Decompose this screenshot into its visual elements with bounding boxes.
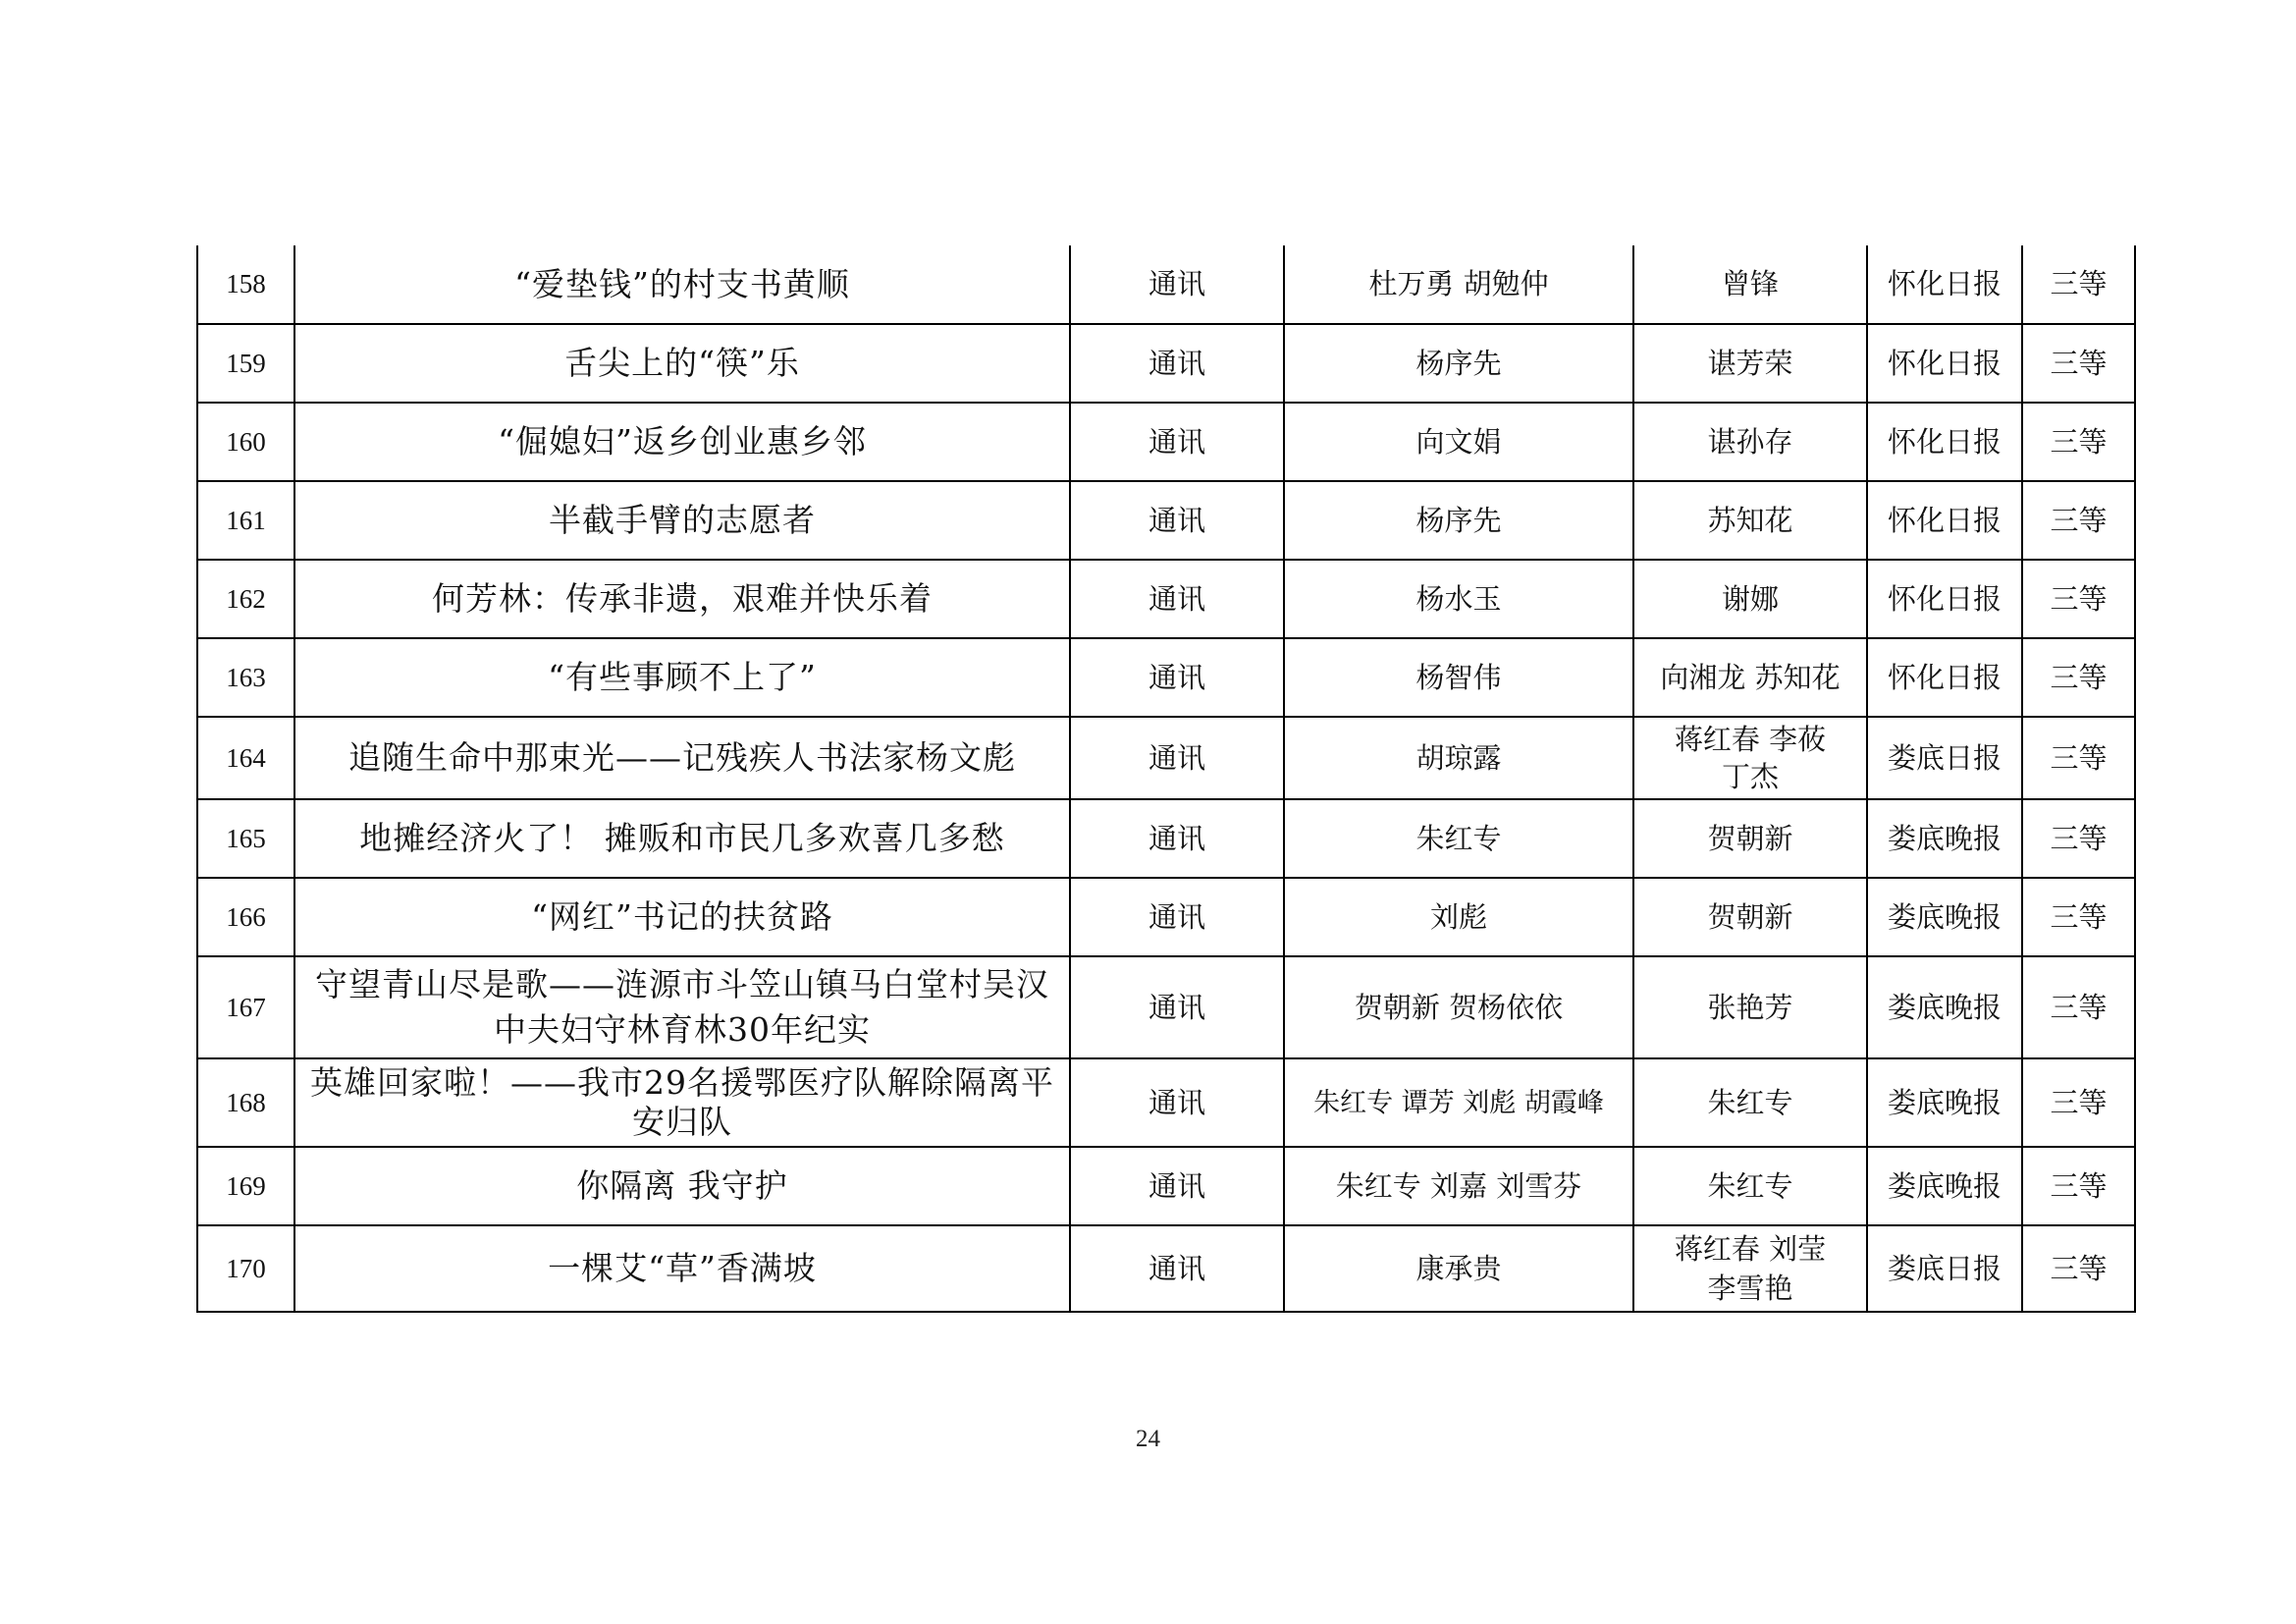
authors-cell: 康承贵 — [1284, 1225, 1633, 1312]
work-title: 半截手臂的志愿者 — [294, 481, 1070, 560]
publisher-cell: 娄底日报 — [1867, 717, 2022, 799]
publisher-cell: 娄底晚报 — [1867, 799, 2022, 878]
award-cell: 三等 — [2022, 1147, 2135, 1225]
editors-cell: 谢娜 — [1633, 560, 1867, 638]
award-cell: 三等 — [2022, 560, 2135, 638]
genre-cell: 通讯 — [1070, 1058, 1284, 1147]
publisher-cell: 怀化日报 — [1867, 403, 2022, 481]
table-row — [197, 403, 2135, 481]
table-row — [197, 481, 2135, 560]
work-title: 英雄回家啦！——我市29名援鄂医疗队解除隔离平安归队 — [294, 1058, 1070, 1147]
work-title: 守望青山尽是歌——涟源市斗笠山镇马白堂村吴汉中夫妇守林育林30年纪实 — [294, 956, 1070, 1058]
award-cell: 三等 — [2022, 245, 2135, 324]
publisher-cell: 娄底晚报 — [1867, 878, 2022, 956]
editors-cell: 朱红专 — [1633, 1147, 1867, 1225]
authors-cell: 刘彪 — [1284, 878, 1633, 956]
row-number: 161 — [197, 481, 294, 560]
authors-cell: 杨序先 — [1284, 324, 1633, 403]
award-cell: 三等 — [2022, 324, 2135, 403]
editors-cell: 谌孙存 — [1633, 403, 1867, 481]
page-number: 24 — [1136, 1426, 1160, 1452]
table-row — [197, 1225, 2135, 1312]
publisher-cell: 怀化日报 — [1867, 481, 2022, 560]
genre-cell: 通讯 — [1070, 799, 1284, 878]
editors-cell: 贺朝新 — [1633, 799, 1867, 878]
authors-cell: 胡琼露 — [1284, 717, 1633, 799]
publisher-cell: 娄底晚报 — [1867, 1147, 2022, 1225]
work-title: “爱垫钱”的村支书黄顺 — [294, 245, 1070, 324]
genre-cell: 通讯 — [1070, 560, 1284, 638]
table-row — [197, 1058, 2135, 1147]
editors-cell: 朱红专 — [1633, 1058, 1867, 1147]
row-number: 170 — [197, 1225, 294, 1312]
authors-cell: 杨序先 — [1284, 481, 1633, 560]
award-cell: 三等 — [2022, 956, 2135, 1058]
work-title: “倔媳妇”返乡创业惠乡邻 — [294, 403, 1070, 481]
work-title: 你隔离 我守护 — [294, 1147, 1070, 1225]
genre-cell: 通讯 — [1070, 1147, 1284, 1225]
row-number: 158 — [197, 245, 294, 324]
table-row — [197, 956, 2135, 1058]
authors-cell: 杨水玉 — [1284, 560, 1633, 638]
publisher-cell: 娄底晚报 — [1867, 1058, 2022, 1147]
work-title: 地摊经济火了！ 摊贩和市民几多欢喜几多愁 — [294, 799, 1070, 878]
award-cell: 三等 — [2022, 1058, 2135, 1147]
work-title: “有些事顾不上了” — [294, 638, 1070, 717]
genre-cell: 通讯 — [1070, 403, 1284, 481]
genre-cell: 通讯 — [1070, 878, 1284, 956]
work-title: 舌尖上的“筷”乐 — [294, 324, 1070, 403]
row-number: 166 — [197, 878, 294, 956]
award-cell: 三等 — [2022, 403, 2135, 481]
row-number: 169 — [197, 1147, 294, 1225]
table-row — [197, 878, 2135, 956]
award-cell: 三等 — [2022, 799, 2135, 878]
row-number: 168 — [197, 1058, 294, 1147]
editors-cell: 谌芳荣 — [1633, 324, 1867, 403]
table-row — [197, 245, 2135, 324]
row-number: 163 — [197, 638, 294, 717]
editors-cell: 蒋红春 刘莹 李雪艳 — [1633, 1225, 1867, 1312]
table-row — [197, 1147, 2135, 1225]
award-cell: 三等 — [2022, 481, 2135, 560]
editors-cell: 张艳芳 — [1633, 956, 1867, 1058]
row-number: 160 — [197, 403, 294, 481]
work-title: 何芳林：传承非遗，艰难并快乐着 — [294, 560, 1070, 638]
publisher-cell: 怀化日报 — [1867, 560, 2022, 638]
award-table — [196, 245, 2136, 1313]
table-row — [197, 560, 2135, 638]
publisher-cell: 娄底日报 — [1867, 1225, 2022, 1312]
genre-cell: 通讯 — [1070, 638, 1284, 717]
row-number: 162 — [197, 560, 294, 638]
genre-cell: 通讯 — [1070, 324, 1284, 403]
editors-cell: 曾锋 — [1633, 245, 1867, 324]
authors-cell: 杜万勇 胡勉仲 — [1284, 245, 1633, 324]
table-row — [197, 799, 2135, 878]
work-title: 一棵艾“草”香满坡 — [294, 1225, 1070, 1312]
authors-cell: 朱红专 刘嘉 刘雪芬 — [1284, 1147, 1633, 1225]
editors-cell: 向湘龙 苏知花 — [1633, 638, 1867, 717]
award-cell: 三等 — [2022, 1225, 2135, 1312]
publisher-cell: 怀化日报 — [1867, 245, 2022, 324]
authors-cell: 杨智伟 — [1284, 638, 1633, 717]
table-row — [197, 638, 2135, 717]
genre-cell: 通讯 — [1070, 481, 1284, 560]
authors-cell: 贺朝新 贺杨依依 — [1284, 956, 1633, 1058]
work-title: 追随生命中那束光——记残疾人书法家杨文彪 — [294, 717, 1070, 799]
editors-cell: 蒋红春 李莜 丁杰 — [1633, 717, 1867, 799]
row-number: 164 — [197, 717, 294, 799]
table-row — [197, 324, 2135, 403]
publisher-cell: 怀化日报 — [1867, 324, 2022, 403]
editors-cell: 苏知花 — [1633, 481, 1867, 560]
row-number: 165 — [197, 799, 294, 878]
editors-cell: 贺朝新 — [1633, 878, 1867, 956]
work-title: “网红”书记的扶贫路 — [294, 878, 1070, 956]
genre-cell: 通讯 — [1070, 717, 1284, 799]
award-cell: 三等 — [2022, 717, 2135, 799]
authors-cell: 朱红专 谭芳 刘彪 胡霞峰 — [1284, 1058, 1633, 1147]
table-row — [197, 717, 2135, 799]
authors-cell: 向文娟 — [1284, 403, 1633, 481]
genre-cell: 通讯 — [1070, 956, 1284, 1058]
genre-cell: 通讯 — [1070, 245, 1284, 324]
award-cell: 三等 — [2022, 878, 2135, 956]
row-number: 167 — [197, 956, 294, 1058]
publisher-cell: 娄底晚报 — [1867, 956, 2022, 1058]
authors-cell: 朱红专 — [1284, 799, 1633, 878]
award-cell: 三等 — [2022, 638, 2135, 717]
publisher-cell: 怀化日报 — [1867, 638, 2022, 717]
genre-cell: 通讯 — [1070, 1225, 1284, 1312]
row-number: 159 — [197, 324, 294, 403]
